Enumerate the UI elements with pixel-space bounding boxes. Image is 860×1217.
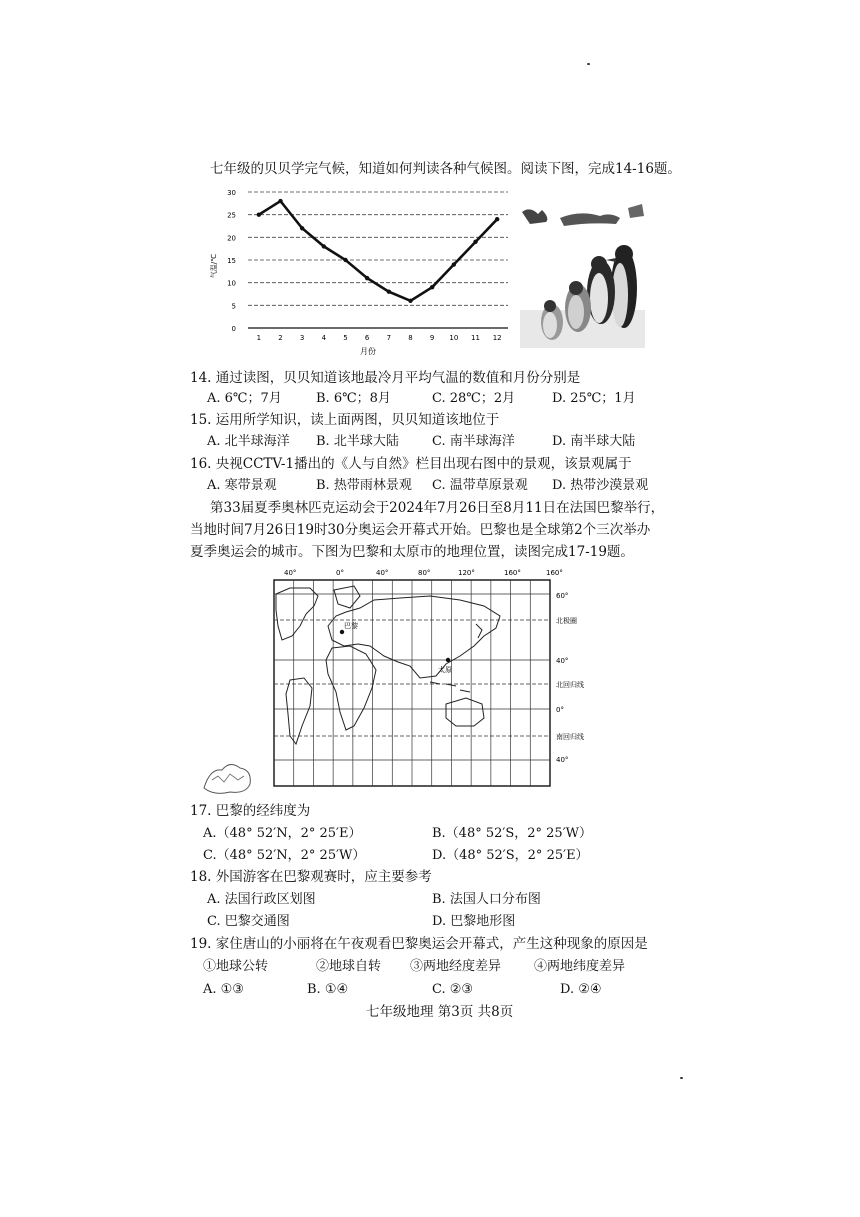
map-right-label: 40° bbox=[556, 657, 569, 665]
map-top-label: 80° bbox=[418, 569, 431, 577]
map-top-label: 40° bbox=[284, 569, 297, 577]
map-right-label: 60° bbox=[556, 592, 569, 600]
temperature-line-chart bbox=[210, 184, 512, 359]
japan-outline bbox=[476, 624, 482, 638]
chart-y-tick-label: 20 bbox=[227, 234, 236, 243]
chart-x-tick-label: 6 bbox=[364, 334, 370, 342]
chart-y-tick-label: 10 bbox=[227, 279, 236, 288]
scan-speck bbox=[587, 63, 590, 65]
intro-text: 七年级的贝贝学完气候，知道如何判读各种气候图。阅读下图，完成14-16题。 bbox=[210, 161, 681, 177]
map-top-label: 160° bbox=[546, 569, 563, 577]
taiyuan-marker bbox=[446, 658, 450, 662]
chart-x-tick-label: 1 bbox=[256, 334, 262, 342]
chart-data-point bbox=[495, 217, 499, 221]
chart-data-point bbox=[408, 299, 412, 303]
chart-data-point bbox=[278, 199, 282, 203]
north-america-outline bbox=[276, 588, 318, 640]
q17-option-b: B.（48° 52′S，2° 25′W） bbox=[432, 826, 593, 841]
q15-option-d: D. 南半球大陆 bbox=[552, 434, 636, 449]
taiyuan-label: 太原 bbox=[438, 666, 452, 674]
q19-option-c: C. ②③ bbox=[432, 982, 474, 997]
world-map bbox=[270, 566, 600, 791]
map-right-label: 北极圈 bbox=[556, 617, 577, 625]
q17-stem: 17. 巴黎的经纬度为 bbox=[190, 803, 311, 819]
q19-stem: 19. 家住唐山的小丽将在午夜观看巴黎奥运会开幕式，产生这种现象的原因是 bbox=[190, 936, 648, 952]
q17-option-a: A.（48° 52′N，2° 25′E） bbox=[203, 826, 362, 841]
temperature-line bbox=[259, 201, 497, 301]
chart-x-tick-label: 10 bbox=[449, 334, 459, 342]
ink-stamp-mark bbox=[200, 758, 256, 798]
chart-y-ticks bbox=[227, 189, 236, 333]
chart-data-point bbox=[257, 212, 261, 216]
map-top-label: 0° bbox=[336, 569, 344, 577]
q15-option-a: A. 北半球海洋 bbox=[207, 434, 290, 449]
chart-x-tick-label: 5 bbox=[343, 334, 348, 342]
chart-y-tick-label: 0 bbox=[231, 325, 236, 333]
penguins-image bbox=[520, 200, 645, 348]
chart-grid bbox=[248, 192, 508, 328]
q16-option-d: D. 热带沙漠景观 bbox=[552, 478, 649, 493]
q19-item-4: ④两地纬度差异 bbox=[534, 959, 626, 974]
q16-option-b: B. 热带雨林景观 bbox=[316, 478, 412, 493]
passage-line-3: 夏季奥运会的城市。下图为巴黎和太原市的地理位置，读图完成17-19题。 bbox=[190, 544, 634, 560]
map-right-label: 40° bbox=[556, 756, 569, 764]
q19-option-a: A. ①③ bbox=[203, 982, 244, 997]
greenland-outline bbox=[334, 586, 360, 608]
map-right-label: 0° bbox=[556, 706, 564, 714]
q16-stem: 16. 央视CCTV-1播出的《人与自然》栏目出现右图中的景观，该景观属于 bbox=[190, 456, 632, 472]
chart-data-point bbox=[343, 258, 347, 262]
chart-data-point bbox=[365, 276, 369, 280]
chart-x-tick-label: 3 bbox=[299, 334, 305, 342]
south-america-outline bbox=[286, 678, 312, 744]
q15-option-b: B. 北半球大陆 bbox=[316, 434, 399, 449]
q18-option-d: D. 巴黎地形图 bbox=[432, 914, 516, 929]
passage-line-2: 当地时间7月26日19时30分奥运会开幕式开始。巴黎也是全球第2个三次举办 bbox=[190, 522, 651, 538]
q16-option-a: A. 寒带景观 bbox=[207, 478, 277, 493]
map-right-label: 北回归线 bbox=[556, 681, 584, 689]
chart-x-tick-label: 2 bbox=[278, 334, 283, 342]
paris-marker bbox=[340, 630, 344, 634]
q19-option-b: B. ①④ bbox=[307, 982, 349, 997]
q19-item-1: ①地球公转 bbox=[203, 959, 269, 974]
paris-label: 巴黎 bbox=[344, 622, 358, 630]
q14-stem: 14. 通过读图，贝贝知道该地最冷月平均气温的数值和月份分别是 bbox=[190, 370, 581, 386]
scan-speck bbox=[680, 1077, 683, 1079]
q16-option-c: C. 温带草原景观 bbox=[432, 478, 528, 493]
chart-x-tick-label: 11 bbox=[471, 334, 480, 342]
q14-option-b: B. 6℃；8月 bbox=[316, 391, 391, 406]
chart-data-point bbox=[430, 285, 434, 289]
chart-data-point bbox=[452, 262, 456, 266]
chart-data-point bbox=[473, 240, 477, 244]
map-top-label: 40° bbox=[376, 569, 389, 577]
q15-option-c: C. 南半球海洋 bbox=[432, 434, 515, 449]
q19-item-3: ③两地经度差异 bbox=[410, 959, 502, 974]
chart-y-tick-label: 30 bbox=[227, 189, 236, 197]
africa-outline bbox=[326, 646, 376, 730]
chart-y-tick-label: 15 bbox=[227, 257, 236, 265]
map-grid bbox=[274, 580, 550, 786]
q17-option-d: D.（48° 52′S，2° 25′E） bbox=[432, 848, 589, 863]
q14-option-c: C. 28℃；2月 bbox=[432, 391, 516, 406]
chart-y-tick-label: 5 bbox=[231, 302, 236, 311]
chart-x-tick-label: 4 bbox=[321, 334, 327, 342]
map-top-label: 120° bbox=[458, 569, 475, 577]
q18-option-c: C. 巴黎交通图 bbox=[207, 914, 290, 929]
q19-item-2: ②地球自转 bbox=[316, 959, 382, 974]
q18-stem: 18. 外国游客在巴黎观赛时，应主要参考 bbox=[190, 869, 432, 885]
q14-option-a: A. 6℃；7月 bbox=[207, 391, 282, 406]
map-right-label: 南回归线 bbox=[556, 733, 584, 741]
chart-x-axis-label: 月份 bbox=[360, 347, 376, 356]
chart-x-tick-label: 8 bbox=[408, 334, 413, 342]
chart-x-tick-label: 7 bbox=[386, 334, 392, 342]
chart-x-tick-label: 12 bbox=[492, 334, 502, 342]
chart-x-tick-label: 9 bbox=[429, 334, 435, 342]
southeast-asia-islands bbox=[430, 682, 470, 692]
chart-y-tick-label: 25 bbox=[227, 211, 236, 220]
map-top-label: 160° bbox=[504, 569, 521, 577]
q15-stem: 15. 运用所学知识，读上面两图，贝贝知道该地位于 bbox=[190, 412, 500, 428]
q18-option-a: A. 法国行政区划图 bbox=[207, 892, 316, 907]
chart-data-point bbox=[387, 290, 391, 294]
q19-option-d: D. ②④ bbox=[560, 982, 602, 997]
chart-x-ticks bbox=[257, 334, 502, 342]
europe-asia-outline bbox=[328, 596, 500, 678]
q14-option-d: D. 25℃；1月 bbox=[552, 391, 636, 406]
chart-y-axis-label: 气温/℃ bbox=[210, 253, 218, 279]
chart-data-point bbox=[300, 226, 304, 230]
chart-data-point bbox=[322, 244, 326, 248]
page-footer: 七年级地理 第3页 共8页 bbox=[366, 1004, 514, 1020]
q18-option-b: B. 法国人口分布图 bbox=[432, 892, 541, 907]
q17-option-c: C.（48° 52′N，2° 25′W） bbox=[203, 848, 366, 863]
passage-line-1: 第33届夏季奥林匹克运动会于2024年7月26日至8月11日在法国巴黎举行， bbox=[210, 500, 665, 516]
